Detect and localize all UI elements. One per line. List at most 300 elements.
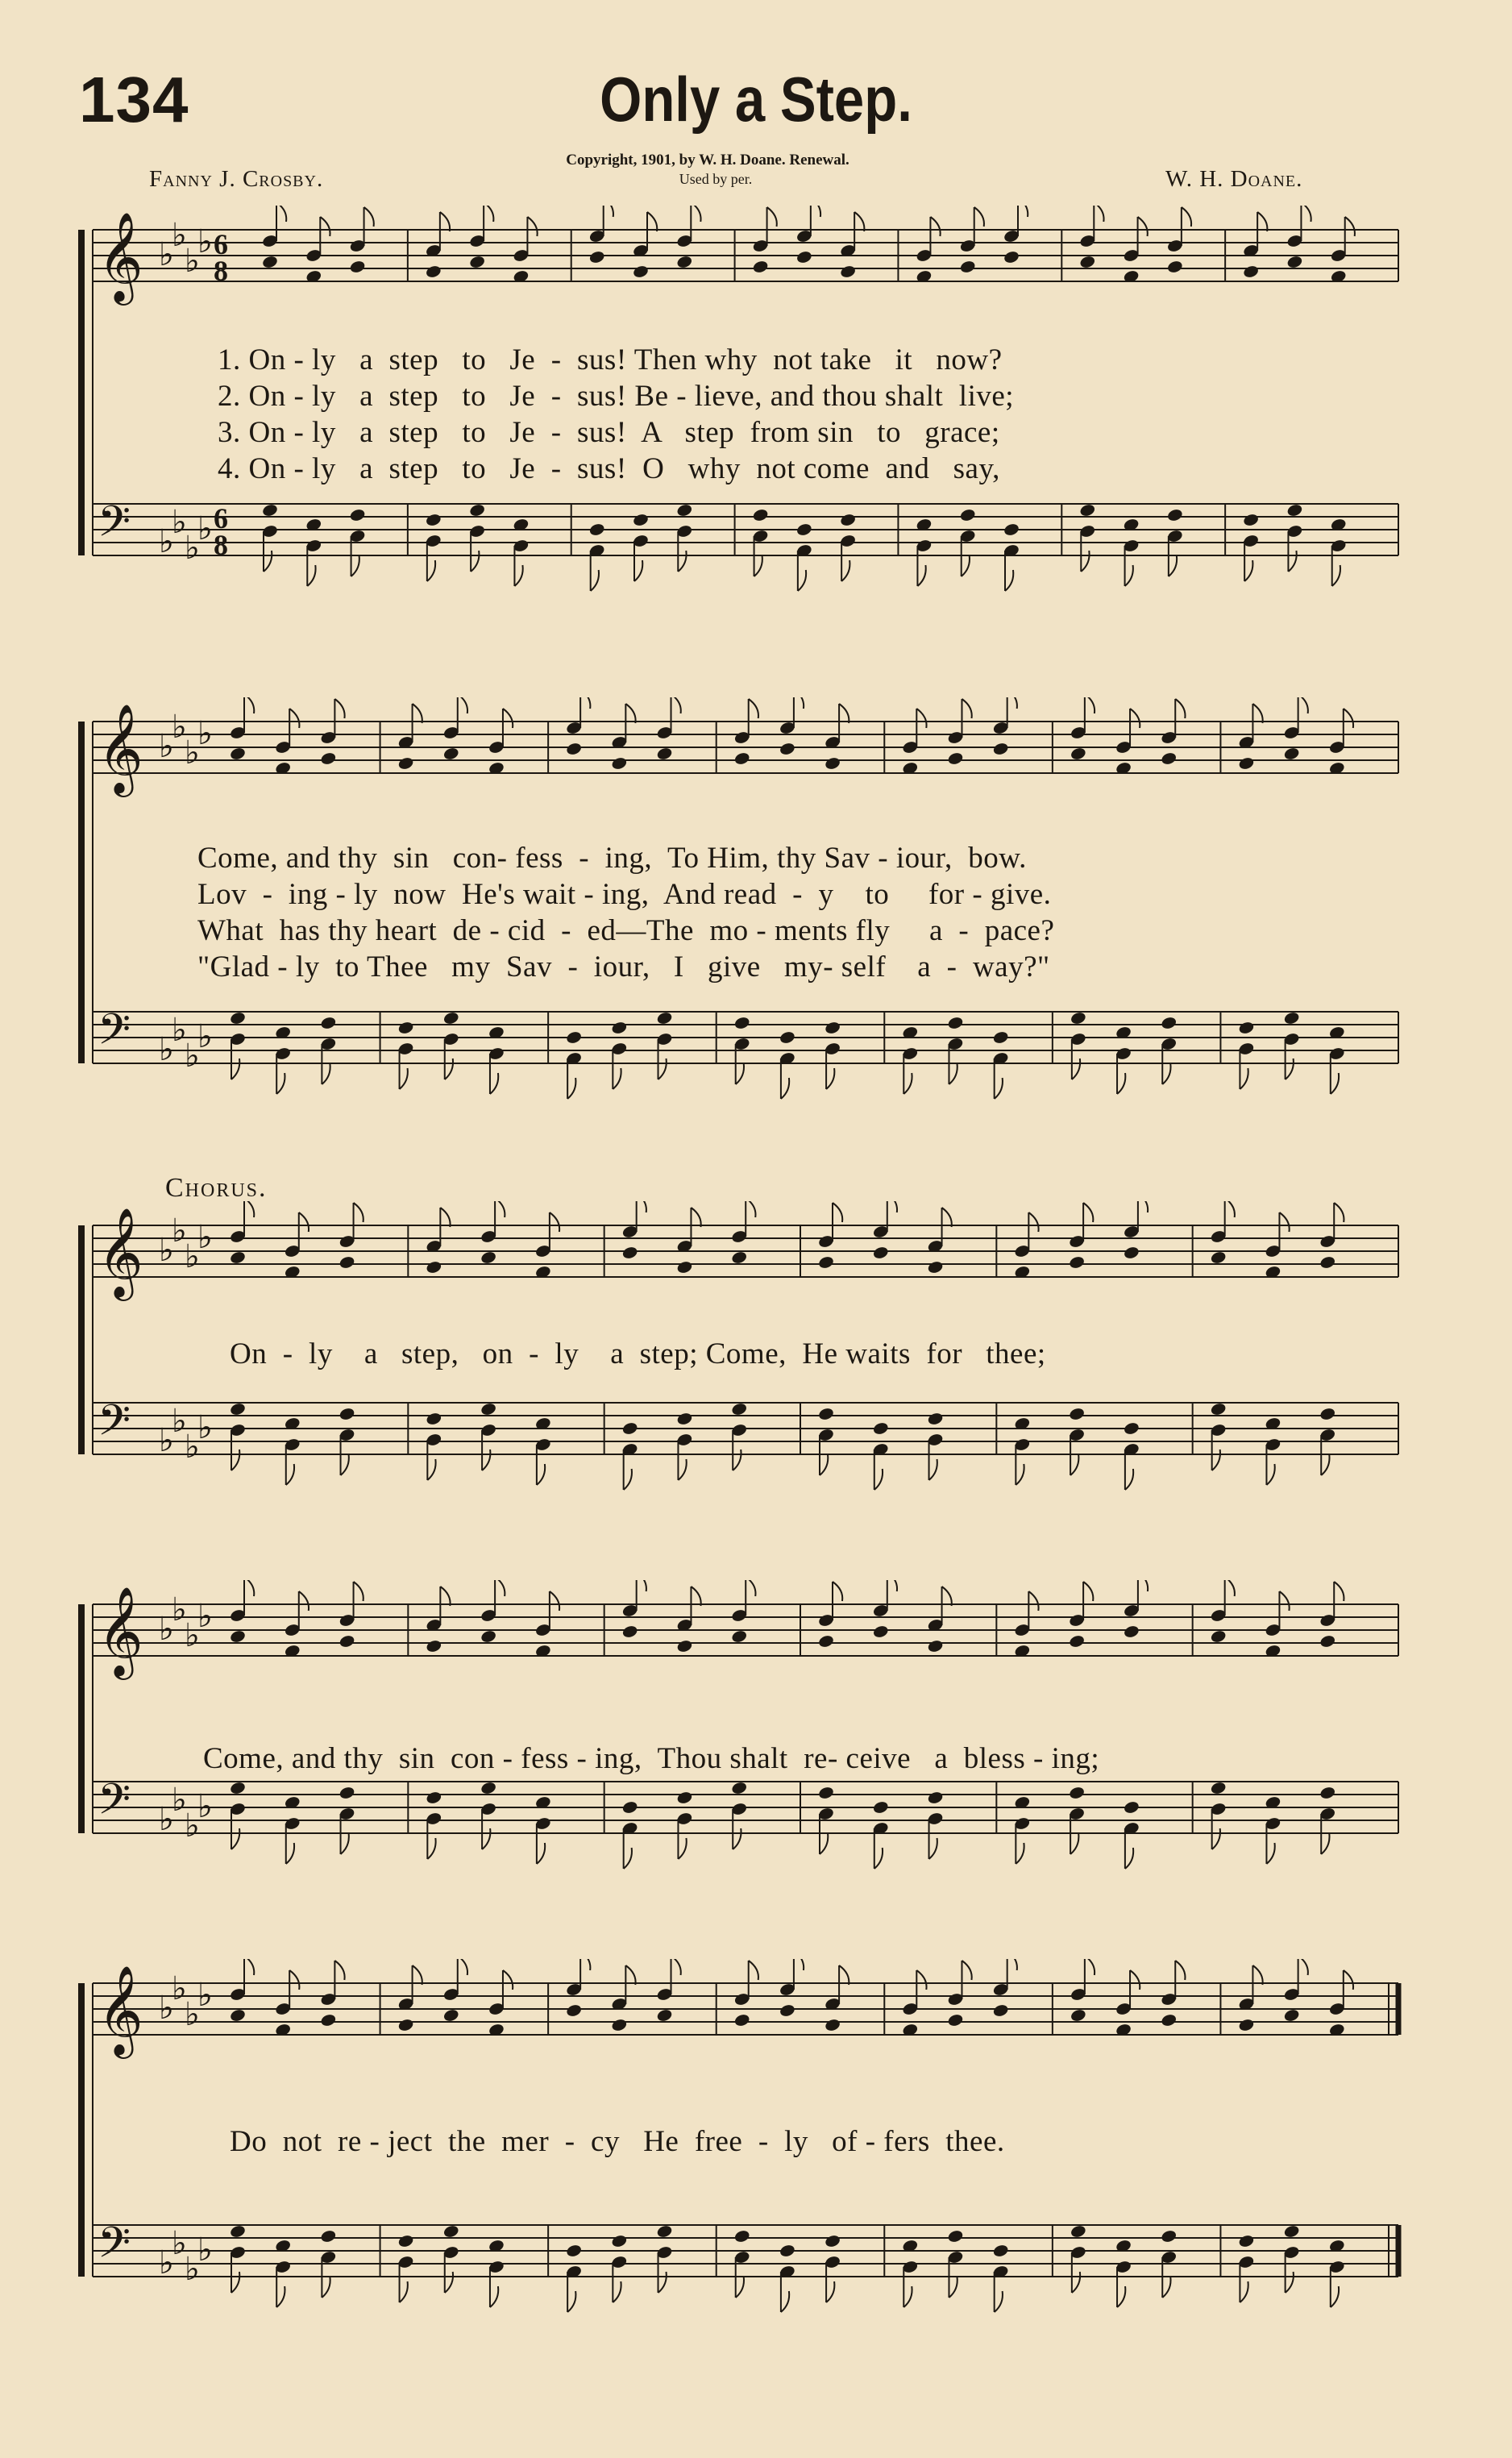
- note-head: [397, 756, 414, 771]
- note-head: [656, 747, 673, 761]
- flat-icon: ♭: [159, 1801, 174, 1838]
- note-flag: [354, 1203, 363, 1222]
- note-flag: [794, 1959, 804, 1970]
- note-flag: [591, 570, 599, 591]
- note-head: [229, 1629, 246, 1644]
- note-head: [1123, 1421, 1140, 1436]
- note-flag: [839, 704, 849, 723]
- note-head: [676, 503, 693, 518]
- note-head: [1238, 756, 1255, 771]
- flat-icon: ♭: [197, 1219, 213, 1256]
- flat-icon: ♭: [172, 1782, 187, 1819]
- note-head: [656, 2224, 673, 2239]
- note-head: [752, 260, 769, 274]
- note-head: [676, 1790, 693, 1805]
- note-head: [927, 1639, 944, 1653]
- note-head: [442, 747, 459, 761]
- note-head: [733, 1016, 750, 1030]
- note-head: [1283, 747, 1300, 761]
- note-head: [339, 1786, 355, 1800]
- note-flag: [691, 206, 700, 222]
- note-head: [1161, 2013, 1178, 2028]
- flat-icon: ♭: [172, 1591, 187, 1628]
- flat-icon: ♭: [159, 523, 174, 560]
- note-head: [1242, 264, 1259, 279]
- note-head: [339, 1255, 355, 1270]
- note-head: [565, 742, 582, 756]
- note-head: [872, 1246, 889, 1260]
- note-flag: [754, 555, 762, 576]
- note-head: [611, 756, 628, 771]
- note-flag: [1288, 551, 1296, 572]
- bass-clef-icon: 𝄢: [98, 1396, 131, 1456]
- note-flag: [1257, 212, 1267, 231]
- note-flag: [624, 1469, 632, 1490]
- note-head: [611, 2234, 628, 2248]
- note-head: [1123, 1624, 1140, 1639]
- note-head: [1123, 1800, 1140, 1815]
- note-flag: [1138, 217, 1148, 236]
- note-head: [1079, 503, 1096, 518]
- note-flag: [949, 2277, 957, 2298]
- note-head: [1283, 2008, 1300, 2023]
- chorus-line-2: Come, and thy sin con - fess - ing, Thou shalt re- ceive a bless - ing;: [203, 1742, 1100, 1775]
- note-head: [1319, 1634, 1336, 1649]
- flat-icon: ♭: [185, 1996, 200, 2033]
- note-flag: [794, 697, 804, 709]
- note-head: [425, 513, 442, 527]
- note-flag: [322, 1063, 330, 1084]
- note-flag: [482, 1449, 490, 1470]
- composer-credit: W. H. Doane.: [1165, 166, 1303, 192]
- note-head: [442, 2224, 459, 2239]
- note-flag: [736, 1063, 744, 1084]
- note-flag: [854, 212, 864, 231]
- note-head: [1238, 2234, 1255, 2248]
- note-flag: [1345, 217, 1355, 236]
- note-flag: [1138, 1201, 1148, 1212]
- note-head: [320, 2229, 337, 2244]
- note-head: [442, 1011, 459, 1025]
- note-head: [817, 1255, 834, 1270]
- note-flag: [604, 206, 613, 217]
- flat-icon: ♭: [172, 217, 187, 254]
- note-head: [611, 2018, 628, 2032]
- note-flag: [1334, 1582, 1344, 1601]
- note-head: [1161, 2229, 1178, 2244]
- note-flag: [624, 1848, 632, 1869]
- note-flag: [322, 2277, 330, 2298]
- note-head: [872, 1421, 889, 1436]
- note-flag: [458, 697, 467, 713]
- music-system-2: [77, 697, 1406, 1149]
- note-flag: [1331, 2286, 1339, 2307]
- music-system-1: [77, 206, 1406, 641]
- note-flag: [1286, 1058, 1294, 1079]
- note-head: [229, 2224, 246, 2239]
- note-head: [1003, 522, 1020, 537]
- note-head: [733, 2229, 750, 2244]
- note-flag: [1244, 560, 1252, 581]
- copyright-notice: Copyright, 1901, by W. H. Doane. Renewal.: [566, 152, 849, 168]
- note-head: [1210, 1629, 1227, 1644]
- note-flag: [691, 1208, 700, 1227]
- note-head: [229, 2008, 246, 2023]
- note-flag: [320, 217, 330, 236]
- note-head: [229, 1250, 246, 1265]
- note-flag: [613, 1068, 621, 1089]
- note-flag: [942, 1587, 952, 1606]
- flat-icon: ♭: [185, 1807, 200, 1845]
- note-flag: [916, 709, 926, 728]
- note-head: [468, 255, 485, 269]
- note-flag: [1070, 1833, 1078, 1854]
- note-head: [1286, 503, 1303, 518]
- note-head: [611, 1021, 628, 1035]
- note-flag: [286, 1464, 294, 1485]
- note-flag: [276, 1073, 285, 1094]
- note-flag: [1225, 1201, 1235, 1217]
- author-credit: Fanny J. Crosby.: [149, 166, 324, 192]
- note-flag: [1130, 1970, 1140, 1990]
- note-flag: [826, 2281, 834, 2302]
- note-head: [947, 1016, 964, 1030]
- note-head: [1166, 508, 1183, 522]
- verse-3-line-1: 3. On - ly a step to Je - sus! A step from sin to grace;: [218, 416, 1000, 449]
- note-head: [947, 2013, 964, 2028]
- note-flag: [1266, 1843, 1274, 1864]
- note-flag: [364, 207, 374, 227]
- note-flag: [400, 2281, 408, 2302]
- note-flag: [736, 2277, 744, 2298]
- note-head: [992, 742, 1009, 756]
- note-flag: [264, 551, 272, 572]
- note-head: [992, 2003, 1009, 2018]
- flat-icon: ♭: [172, 1012, 187, 1049]
- flat-icon: ♭: [185, 1238, 200, 1275]
- note-flag: [874, 1469, 883, 1490]
- note-flag: [1175, 1961, 1185, 1980]
- note-head: [480, 1629, 496, 1644]
- note-head: [1070, 2224, 1086, 2239]
- note-flag: [1240, 2281, 1248, 2302]
- note-flag: [1266, 1464, 1274, 1485]
- note-head: [426, 1790, 442, 1805]
- note-flag: [746, 1580, 755, 1596]
- flat-icon: ♭: [185, 530, 200, 567]
- note-flag: [231, 1828, 239, 1849]
- note-flag: [440, 212, 450, 231]
- note-flag: [658, 1058, 667, 1079]
- flat-icon: ♭: [159, 236, 174, 273]
- note-head: [320, 751, 337, 766]
- note-head: [621, 1800, 638, 1815]
- note-flag: [1298, 697, 1308, 713]
- note-head: [1068, 1255, 1085, 1270]
- note-flag: [839, 1965, 849, 1985]
- note-head: [733, 2013, 750, 2028]
- chorus-line-1: On - ly a step, on - ly a step; Come, He waits for thee;: [230, 1337, 1046, 1370]
- note-flag: [276, 206, 286, 222]
- note-flag: [550, 1591, 559, 1611]
- note-head: [229, 747, 246, 761]
- note-head: [959, 260, 976, 274]
- note-flag: [307, 565, 315, 586]
- note-flag: [1279, 1212, 1289, 1232]
- note-flag: [495, 1201, 505, 1217]
- note-flag: [820, 1833, 828, 1854]
- note-flag: [917, 565, 925, 586]
- note-head: [779, 1030, 795, 1045]
- flat-icon: ♭: [185, 1038, 200, 1075]
- note-head: [779, 742, 795, 756]
- note-flag: [1007, 1959, 1017, 1970]
- note-head: [1319, 1407, 1336, 1421]
- time-signature-top: 6: [214, 228, 228, 260]
- note-head: [872, 1800, 889, 1815]
- note-flag: [1212, 1449, 1220, 1470]
- note-flag: [671, 697, 681, 713]
- note-head: [621, 1246, 638, 1260]
- note-head: [676, 1260, 693, 1275]
- note-head: [261, 255, 278, 269]
- note-flag: [613, 2281, 621, 2302]
- note-head: [426, 1639, 442, 1653]
- note-flag: [1252, 704, 1262, 723]
- note-head: [565, 1030, 582, 1045]
- note-flag: [1072, 2272, 1080, 2293]
- note-head: [480, 1781, 496, 1795]
- note-head: [731, 1781, 748, 1795]
- note-head: [426, 1260, 442, 1275]
- note-flag: [1018, 206, 1028, 217]
- note-flag: [1070, 1454, 1078, 1475]
- flat-icon: ♭: [159, 1232, 174, 1269]
- note-flag: [781, 1078, 789, 1099]
- treble-clef-icon: 𝄞: [98, 1207, 143, 1297]
- note-flag: [678, 1459, 686, 1480]
- note-flag: [929, 1838, 937, 1859]
- note-flag: [949, 1063, 957, 1084]
- note-flag: [503, 709, 513, 728]
- note-head: [839, 513, 856, 527]
- note-flag: [490, 2286, 498, 2307]
- note-flag: [445, 1058, 453, 1079]
- note-head: [397, 2018, 414, 2032]
- note-flag: [484, 206, 493, 222]
- flat-icon: ♭: [185, 2251, 200, 2288]
- note-head: [824, 2234, 841, 2248]
- note-head: [676, 1412, 693, 1426]
- note-flag: [820, 1454, 828, 1475]
- note-flag: [537, 1843, 545, 1864]
- note-flag: [974, 207, 984, 227]
- note-flag: [1175, 699, 1185, 718]
- note-flag: [1085, 697, 1095, 713]
- note-flag: [887, 1201, 897, 1212]
- flat-icon: ♭: [159, 728, 174, 765]
- treble-clef-icon: 𝄞: [98, 1965, 143, 2055]
- music-system-4: [77, 1580, 1406, 1919]
- note-head: [1319, 1786, 1336, 1800]
- note-head: [779, 2244, 795, 2258]
- note-head: [1210, 1402, 1227, 1416]
- note-flag: [482, 1828, 490, 1849]
- note-flag: [341, 1833, 349, 1854]
- note-head: [632, 513, 649, 527]
- note-flag: [691, 1587, 700, 1606]
- note-flag: [351, 555, 359, 576]
- note-flag: [458, 1959, 467, 1975]
- note-head: [229, 1011, 246, 1025]
- note-flag: [1182, 207, 1191, 227]
- note-head: [733, 751, 750, 766]
- note-flag: [299, 1591, 309, 1611]
- note-head: [1319, 1255, 1336, 1270]
- flat-icon: ♭: [185, 1429, 200, 1466]
- note-flag: [413, 704, 422, 723]
- treble-clef-icon: 𝄞: [98, 211, 143, 302]
- note-flag: [746, 1201, 755, 1217]
- note-head: [426, 1412, 442, 1426]
- note-flag: [1094, 206, 1103, 222]
- note-flag: [1083, 1203, 1093, 1222]
- flat-icon: ♭: [197, 1409, 213, 1446]
- note-head: [1283, 1011, 1300, 1025]
- note-flag: [1169, 555, 1177, 576]
- note-flag: [798, 570, 806, 591]
- note-flag: [995, 1078, 1003, 1099]
- note-flag: [637, 1580, 646, 1591]
- note-head: [947, 751, 964, 766]
- note-head: [817, 1786, 834, 1800]
- note-flag: [1344, 709, 1353, 728]
- note-flag: [514, 565, 522, 586]
- note-flag: [413, 1965, 422, 1985]
- note-head: [349, 508, 366, 522]
- note-flag: [962, 699, 971, 718]
- note-flag: [527, 217, 537, 236]
- permission-note: Used by per.: [679, 171, 753, 187]
- note-head: [1286, 255, 1303, 269]
- time-signature-bottom: 8: [214, 255, 228, 287]
- note-flag: [781, 2291, 789, 2312]
- note-head: [397, 1021, 414, 1035]
- note-head: [621, 1624, 638, 1639]
- bass-clef-icon: 𝄢: [98, 1005, 131, 1065]
- note-head: [676, 255, 693, 269]
- note-flag: [903, 2286, 912, 2307]
- verse-4-line-1: 4. On - ly a step to Je - sus! O why not come and say,: [218, 452, 1000, 485]
- chorus-line-3: Do not re - ject the mer - cy He free - ly of - fers thee.: [230, 2125, 1005, 2158]
- flat-icon: ♭: [159, 1990, 174, 2027]
- note-flag: [1085, 1959, 1095, 1975]
- note-head: [872, 1624, 889, 1639]
- hymn-title: Only a Step.: [600, 64, 912, 135]
- note-head: [261, 503, 278, 518]
- note-flag: [400, 1068, 408, 1089]
- note-flag: [1138, 1580, 1148, 1591]
- note-flag: [1007, 697, 1017, 709]
- note-flag: [826, 1068, 834, 1089]
- note-flag: [1083, 1582, 1093, 1601]
- treble-clef-icon: 𝄞: [98, 1586, 143, 1676]
- note-flag: [1321, 1454, 1329, 1475]
- flat-icon: ♭: [172, 709, 187, 746]
- note-flag: [1240, 1068, 1248, 1089]
- note-flag: [567, 1078, 575, 1099]
- note-head: [1068, 1407, 1085, 1421]
- note-flag: [916, 1970, 926, 1990]
- note-head: [621, 1421, 638, 1436]
- flat-icon: ♭: [172, 504, 187, 541]
- flat-icon: ♭: [172, 2225, 187, 2262]
- hymn-number: 134: [79, 64, 189, 135]
- flat-icon: ♭: [185, 243, 200, 280]
- note-head: [656, 1011, 673, 1025]
- note-head: [1166, 260, 1183, 274]
- note-flag: [567, 2291, 575, 2312]
- note-flag: [1344, 1970, 1353, 1990]
- note-head: [468, 503, 485, 518]
- bass-clef-icon: 𝄢: [98, 497, 131, 557]
- note-head: [632, 264, 649, 279]
- note-head: [824, 2018, 841, 2032]
- note-flag: [427, 560, 435, 581]
- note-head: [817, 1634, 834, 1649]
- note-flag: [678, 1838, 686, 1859]
- flat-icon: ♭: [197, 510, 213, 547]
- note-head: [1161, 751, 1178, 766]
- note-flag: [244, 1580, 254, 1596]
- note-head: [1070, 2008, 1086, 2023]
- note-flag: [244, 1959, 254, 1975]
- flat-icon: ♭: [159, 1611, 174, 1648]
- note-head: [320, 2013, 337, 2028]
- note-head: [480, 1402, 496, 1416]
- note-flag: [231, 2272, 239, 2293]
- note-head: [927, 1412, 944, 1426]
- note-flag: [625, 1965, 635, 1985]
- note-flag: [244, 1201, 254, 1217]
- note-head: [779, 2003, 795, 2018]
- note-head: [731, 1402, 748, 1416]
- flat-icon: ♭: [159, 1031, 174, 1068]
- note-flag: [1212, 1828, 1220, 1849]
- note-head: [824, 756, 841, 771]
- flat-icon: ♭: [185, 1617, 200, 1654]
- note-flag: [1117, 2286, 1125, 2307]
- flat-icon: ♭: [185, 734, 200, 772]
- note-flag: [1125, 565, 1133, 586]
- note-head: [1238, 1021, 1255, 1035]
- flat-icon: ♭: [197, 2231, 213, 2269]
- note-flag: [903, 1073, 912, 1094]
- note-flag: [942, 1208, 952, 1227]
- note-head: [927, 1260, 944, 1275]
- note-flag: [1117, 1073, 1125, 1094]
- note-head: [795, 522, 812, 537]
- note-flag: [550, 1212, 559, 1232]
- verse-2-line-1: 2. On - ly a step to Je - sus! Be - lieve, and thou shalt live;: [218, 380, 1015, 413]
- note-head: [480, 1250, 496, 1265]
- note-flag: [625, 704, 635, 723]
- note-flag: [334, 699, 344, 718]
- note-head: [397, 2234, 414, 2248]
- note-head: [992, 1030, 1009, 1045]
- note-flag: [733, 1449, 741, 1470]
- note-flag: [962, 555, 970, 576]
